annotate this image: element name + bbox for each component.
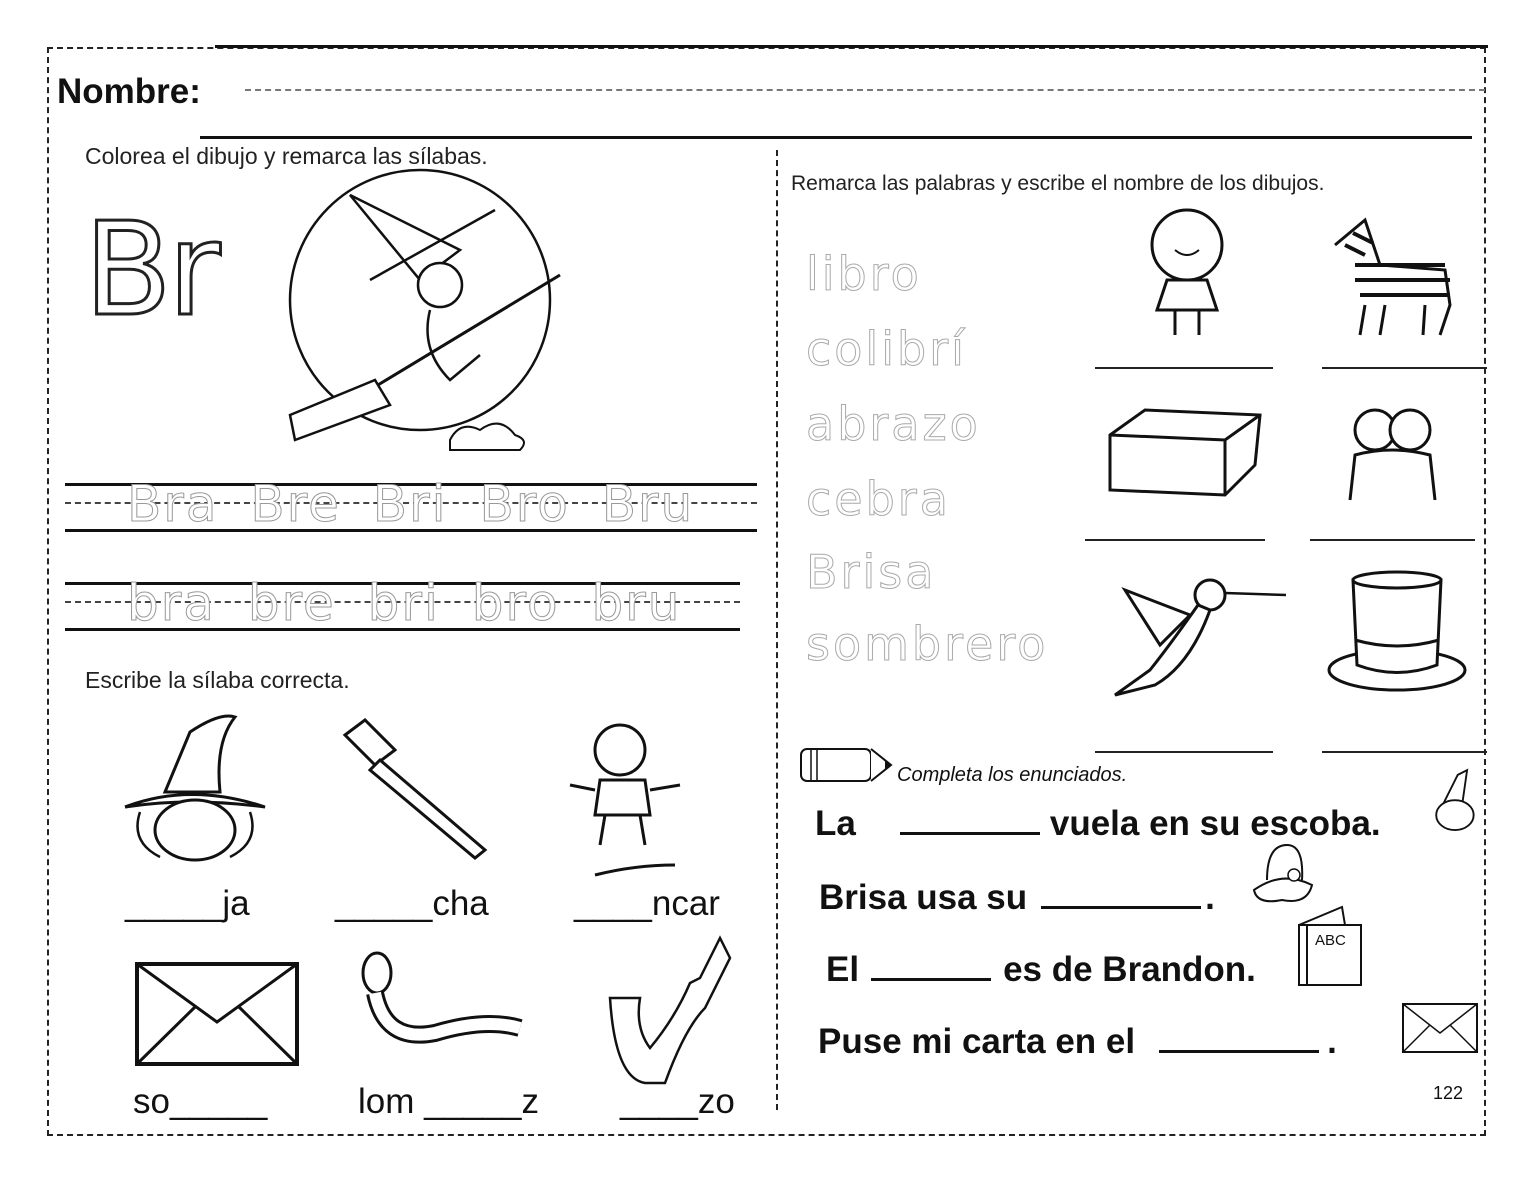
sentence-text: El — [826, 950, 860, 989]
trace-word: sombrero — [806, 617, 1049, 671]
witch-head-icon — [120, 712, 270, 862]
name-label: Nombre: — [57, 72, 201, 111]
top-hat-icon — [1325, 570, 1470, 695]
sentence-text: La — [815, 804, 856, 843]
sentence-blank[interactable] — [871, 948, 991, 981]
fill-item-text[interactable]: so_____ — [133, 1082, 268, 1121]
name-field-line[interactable] — [245, 89, 1485, 91]
witch-head-small-icon — [1425, 768, 1483, 836]
column-divider — [776, 150, 778, 1110]
instruction-complete-sentences: Completa los enunciados. — [897, 764, 1128, 786]
trace-syllables-lower: bra bre bri bro bru — [127, 574, 682, 632]
answer-line[interactable] — [1322, 367, 1487, 369]
answer-line[interactable] — [1310, 539, 1475, 541]
sentence-text: Puse mi carta en el — [818, 1022, 1136, 1061]
envelope-small-icon — [1402, 1003, 1478, 1053]
fill-item-text[interactable]: lom _____z — [358, 1082, 539, 1121]
page-number: 122 — [1433, 1083, 1464, 1103]
book-icon — [1105, 405, 1265, 500]
fill-item-text[interactable]: _____cha — [335, 884, 489, 923]
worm-icon — [355, 948, 530, 1053]
trace-syllables-upper: Bra Bre Bri Bro Bru — [127, 475, 695, 533]
fill-item-text[interactable]: ____zo — [620, 1082, 735, 1121]
sun-hat-icon — [1252, 840, 1314, 908]
sentence-2 — [819, 876, 1215, 918]
instruction-trace-words: Remarca las palabras y escribe el nombre de los dibujos. — [791, 172, 1325, 195]
sentence-blank[interactable] — [1041, 876, 1201, 909]
sentence-text: es de Brandon. — [1003, 950, 1256, 989]
trace-word: colibrí — [806, 322, 967, 376]
abc-label: ABC — [1315, 932, 1346, 949]
sentence-blank[interactable] — [1159, 1020, 1319, 1053]
sentence-blank[interactable] — [900, 802, 1040, 835]
sentence-4 — [818, 1020, 1337, 1062]
jumping-boy-icon — [550, 715, 700, 880]
answer-line[interactable] — [1085, 539, 1265, 541]
hummingbird-icon — [1110, 575, 1288, 700]
letter-br: Br — [84, 196, 217, 345]
arm-icon — [605, 928, 740, 1088]
answer-line[interactable] — [1322, 751, 1487, 753]
paintbrush-icon — [340, 720, 495, 860]
trace-line-upper[interactable] — [65, 475, 757, 533]
envelope-icon — [135, 962, 300, 1067]
sentence-text: Brisa usa su — [819, 878, 1028, 917]
sentence-3 — [826, 948, 1256, 990]
fill-item-text[interactable]: _____ja — [125, 884, 250, 923]
name-underline — [200, 136, 1472, 139]
trace-word: cebra — [806, 472, 951, 526]
sentence-1 — [815, 802, 1381, 844]
trace-word: abrazo — [806, 397, 981, 451]
fill-item-text[interactable]: ____ncar — [574, 884, 720, 923]
answer-line[interactable] — [1095, 751, 1273, 753]
pencil-icon — [799, 747, 894, 783]
sentence-text: . — [1327, 1022, 1337, 1061]
instruction-color: Colorea el dibujo y remarca las sílabas. — [85, 143, 488, 169]
sentence-text: vuela en su escoba. — [1049, 804, 1381, 843]
sentence-text: . — [1205, 878, 1215, 917]
zebra-icon — [1325, 205, 1460, 340]
abc-book-icon — [1297, 905, 1365, 987]
answer-line[interactable] — [1095, 367, 1273, 369]
hug-icon — [1340, 405, 1445, 500]
instruction-write-syllable: Escribe la sílaba correcta. — [85, 667, 350, 693]
girl-icon — [1125, 205, 1250, 340]
trace-line-lower[interactable] — [65, 574, 740, 632]
witch-on-broom-icon — [280, 180, 570, 460]
trace-word: Brisa — [806, 545, 937, 599]
top-rule — [215, 45, 1488, 48]
trace-word: libro — [806, 247, 922, 301]
